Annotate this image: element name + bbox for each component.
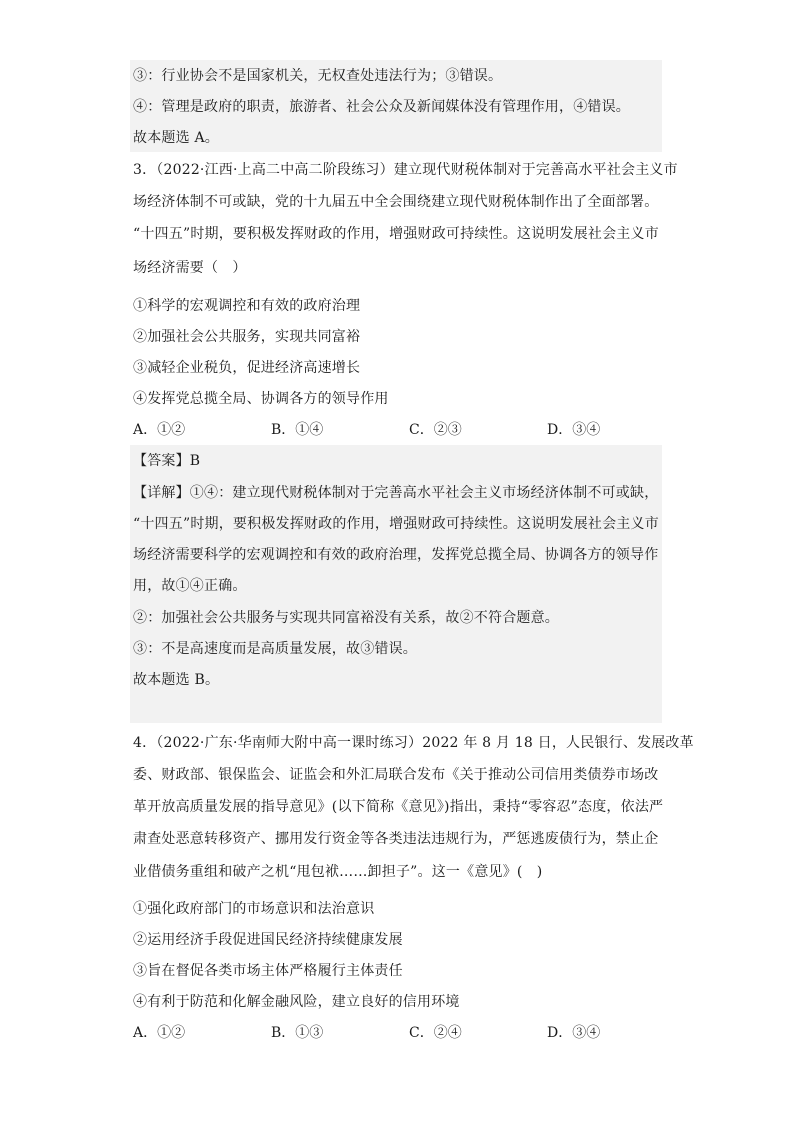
q3-explanation-line: ②：加强社会公共服务与实现共同富裕没有关系，故②不符合题意。 (133, 610, 559, 626)
q3-option-b: B．①④ (271, 422, 324, 438)
q3-explanation-line: “十四五”时期，要积极发挥财政的作用，增强财政可持续性。这说明发展社会主义市 (133, 516, 659, 532)
prev-conclusion: 故本题选 A。 (133, 130, 219, 146)
q3-explanation-line: 用，故①④正确。 (133, 578, 247, 594)
q4-stem-line: 业借债务重组和破产之机“甩包袱……卸担子”。这一《意见》( ) (133, 864, 543, 880)
q3-stem-line: “十四五”时期，要积极发挥财政的作用，增强财政可持续性。这说明发展社会主义市 (133, 226, 659, 242)
q4-statement: ④有利于防范和化解金融风险，建立良好的信用环境 (133, 994, 460, 1010)
q4-option-d: D．③④ (547, 1025, 601, 1041)
q3-statement: ①科学的宏观调控和有效的政府治理 (133, 298, 361, 314)
q4-stem-line: 革开放高质量发展的指导意见》(以下简称《意见》)指出，秉持“零容忍”态度，依法严 (133, 799, 664, 815)
q4-stem-line: 委、财政部、银保监会、证监会和外汇局联合发布《关于推动公司信用类债券市场改 (133, 767, 659, 783)
q3-statement: ②加强社会公共服务，实现共同富裕 (133, 329, 361, 345)
q3-answer: 【答案】B (133, 453, 201, 469)
q4-stem-line: 4．（2022·广东·华南师大附中高一课时练习）2022 年 8 月 18 日，人民银行、发展改革 (133, 735, 694, 751)
q3-option-d: D．③④ (547, 422, 601, 438)
q3-statement: ③减轻企业税负，促进经济高速增长 (133, 360, 361, 376)
q4-option-b: B．①③ (271, 1025, 324, 1041)
q4-statement: ②运用经济手段促进国民经济持续健康发展 (133, 932, 403, 948)
prev-explanation-line: ④：管理是政府的职责，旅游者、社会公众及新闻媒体没有管理作用，④错误。 (133, 99, 630, 115)
q3-explanation-line: 【详解】①④：建立现代财税体制对于完善高水平社会主义市场经济体制不可或缺， (133, 485, 659, 501)
prev-explanation-line: ③：行业协会不是国家机关，无权查处违法行为；③错误。 (133, 68, 503, 84)
q3-explanation-line: 故本题选 B。 (133, 672, 220, 688)
q3-stem-line: 场经济体制不可或缺，党的十九届五中全会围绕建立现代财税体制作出了全面部署。 (133, 194, 659, 210)
q3-option-a: A．①② (133, 422, 186, 438)
q3-stem-line: 场经济需要（ ） (133, 260, 247, 276)
q4-option-a: A．①② (133, 1025, 186, 1041)
q3-statement: ④发挥党总揽全局、协调各方的领导作用 (133, 391, 389, 407)
q4-statement: ①强化政府部门的市场意识和法治意识 (133, 901, 375, 917)
q3-option-c: C．②③ (409, 422, 462, 438)
q4-stem-line: 肃查处恶意转移资产、挪用发行资金等各类违法违规行为，严惩逃废债行为，禁止企 (133, 831, 659, 847)
q4-option-c: C．②④ (409, 1025, 462, 1041)
q3-stem-line: 3．（2022·江西·上高二中高二阶段练习）建立现代财税体制对于完善高水平社会主义市 (133, 162, 678, 178)
q3-explanation-line: ③：不是高速度而是高质量发展，故③错误。 (133, 641, 417, 657)
q3-explanation-line: 场经济需要科学的宏观调控和有效的政府治理，发挥党总揽全局、协调各方的领导作 (133, 547, 659, 563)
q4-statement: ③旨在督促各类市场主体严格履行主体责任 (133, 963, 403, 979)
